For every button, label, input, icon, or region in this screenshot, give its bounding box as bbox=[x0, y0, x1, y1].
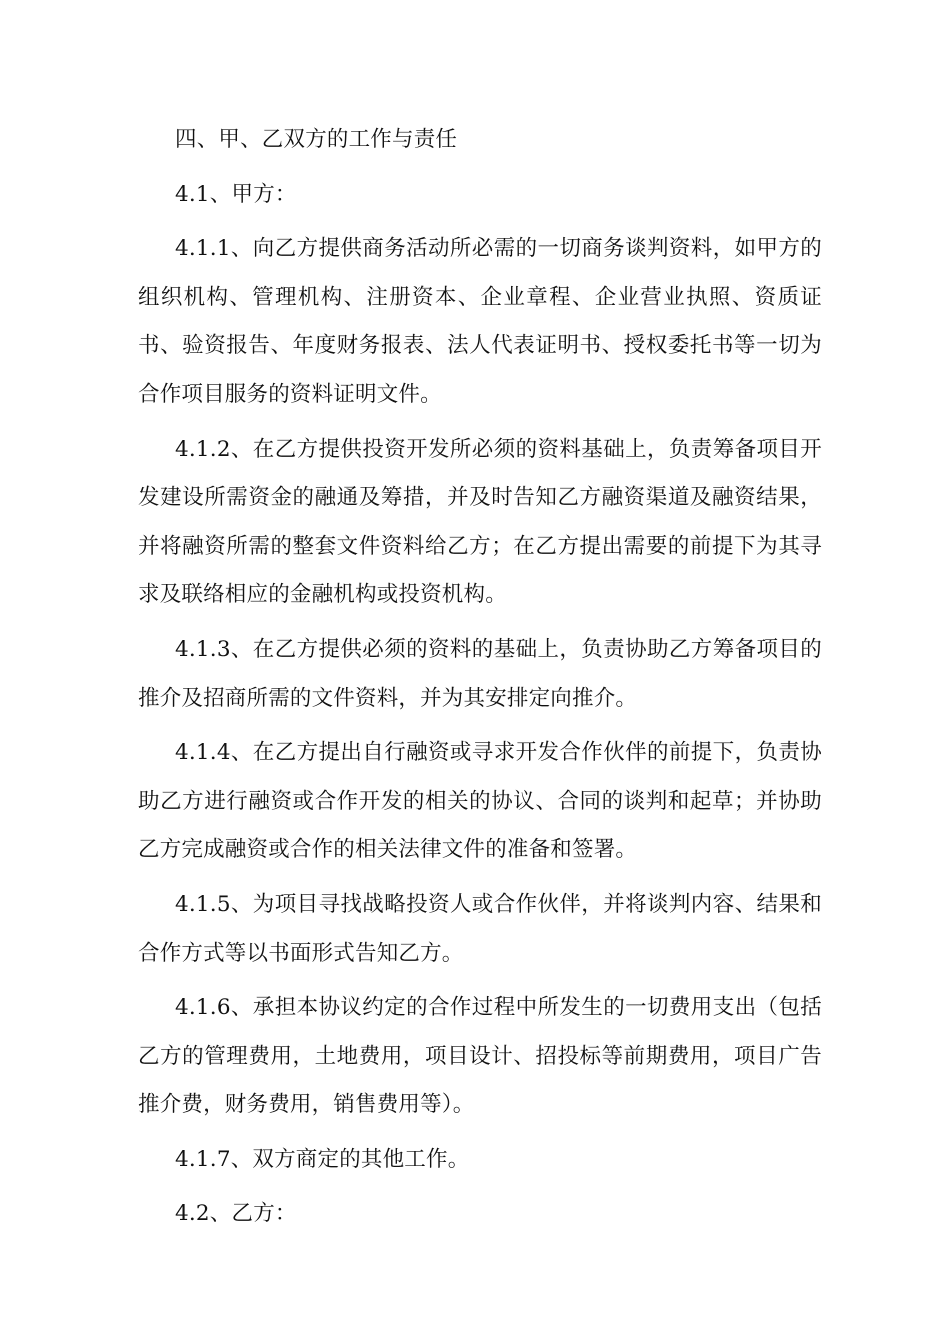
clause-4-1-4: 4.1.4、在乙方提出自行融资或寻求开发合作伙伴的前提下，负责协助乙方进行融资或合作开发的相关的协议、合同的谈判和起草；并协助乙方完成融资或合作的相关法律文件的准备和签署。 bbox=[138, 740, 822, 863]
document-body bbox=[138, 116, 822, 1245]
clause-4-1-6: 4.1.6、承担本协议约定的合作过程中所发生的一切费用支出（包括乙方的管理费用，土地费用，项目设计、招投标等前期费用，项目广告推介费，财务费用，销售费用等）。 bbox=[138, 995, 822, 1118]
clause-4-1-5: 4.1.5、为项目寻找战略投资人或合作伙伴，并将谈判内容、结果和合作方式等以书面形式告知乙方。 bbox=[138, 891, 822, 966]
clause-4-2: 4.2、乙方： bbox=[175, 1201, 297, 1227]
clause-4-1: 4.1、甲方： bbox=[175, 181, 297, 207]
clause-4-1-3: 4.1.3、在乙方提供必须的资料的基础上，负责协助乙方筹备项目的推介及招商所需的文件资料，并为其安排定向推介。 bbox=[138, 636, 822, 711]
section-heading: 四、甲、乙双方的工作与责任 bbox=[175, 127, 458, 152]
clause-4-1-7: 4.1.7、双方商定的其他工作。 bbox=[175, 1146, 470, 1172]
clause-4-1-2: 4.1.2、在乙方提供投资开发所必须的资料基础上，负责筹备项目开发建设所需资金的融通及筹措，并及时告知乙方融资渠道及融资结果，并将融资所需的整套文件资料给乙方；在乙方提出需要的前提下为其寻求及联络相应的金融机构或投资机构。 bbox=[138, 436, 822, 608]
clause-4-1-1: 4.1.1、向乙方提供商务活动所必需的一切商务谈判资料，如甲方的组织机构、管理机构、注册资本、企业章程、企业营业执照、资质证书、验资报告、年度财务报表、法人代表证明书、授权委托书等一切为合作项目服务的资料证明文件。 bbox=[138, 236, 822, 407]
